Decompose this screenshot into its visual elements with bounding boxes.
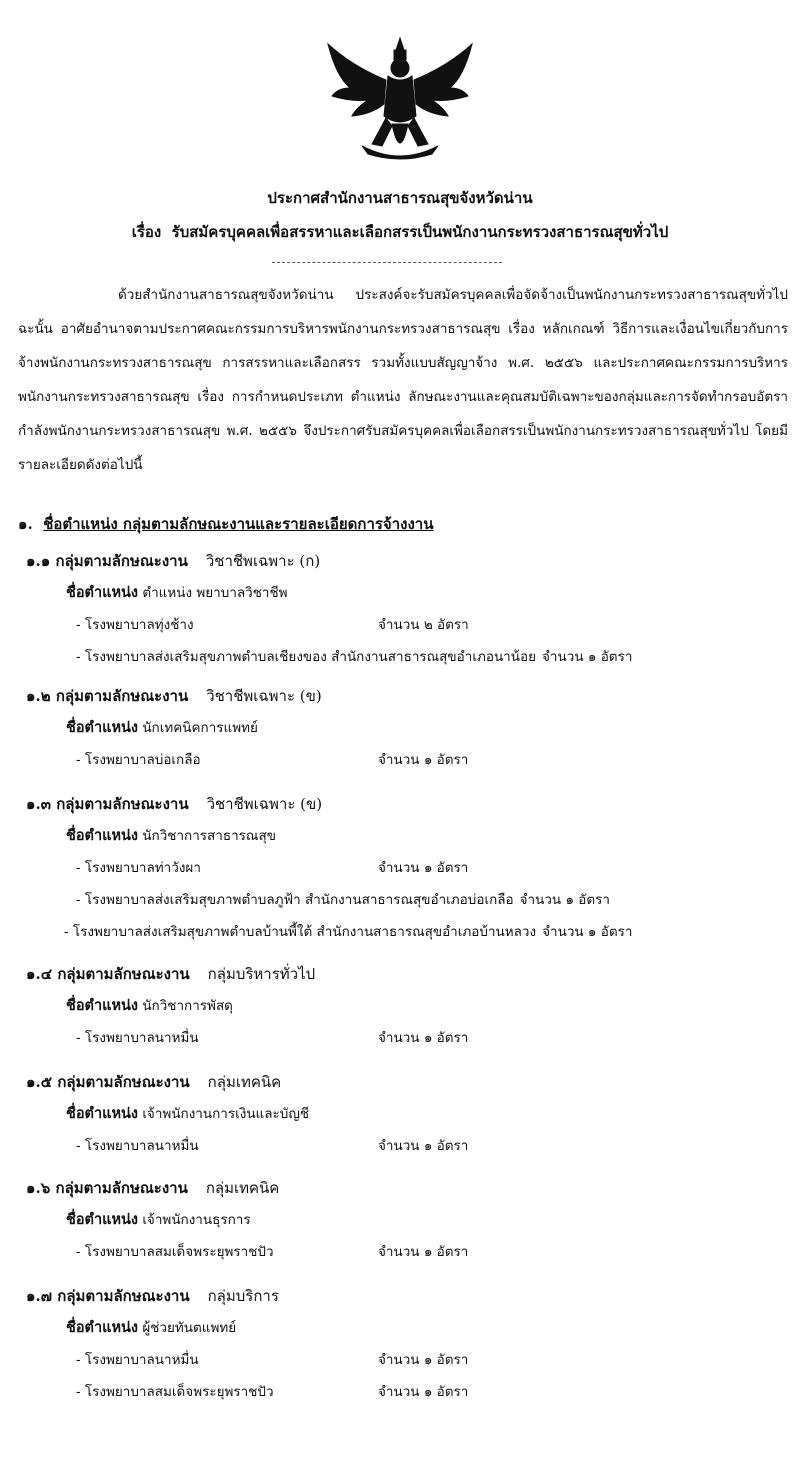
job-group-1-1 [26,545,796,673]
group-kind: กลุ่มบริการ [207,1287,279,1305]
list-item [26,1236,796,1268]
section-title: ชื่อตำแหน่ง กลุ่มตามลักษณะงานและรายละเอียดการจ้างงาน [43,515,434,533]
group-heading [26,1066,796,1098]
quota: จำนวน ๑ อัตรา [519,892,611,908]
position-label: ชื่อตำแหน่ง [66,584,139,601]
list-item [26,1130,796,1162]
quota: จำนวน ๑ อัตรา [378,752,469,768]
position-name: ผู้ช่วยทันตแพทย์ [142,1320,237,1336]
quota: จำนวน ๑ อัตรา [378,1030,469,1046]
group-kind: กลุ่มเทคนิค [205,1179,280,1197]
announcement-title: ประกาศสำนักงานสาธารณสุขจังหวัดน่าน [267,189,533,207]
quota: จำนวน ๑ อัตรา [378,1138,469,1154]
position-label: ชื่อตำแหน่ง [66,1319,139,1336]
position-line [26,820,796,852]
position-line [26,1312,796,1344]
hospital-name: - โรงพยาบาลบ่อเกลือ [76,752,201,768]
list-item [26,852,796,884]
group-kind: วิชาชีพเฉพาะ (ข) [206,795,323,813]
position-name: ตำแหน่ง พยาบาลวิชาชีพ [142,585,288,601]
group-heading-label: ๑.๑ กลุ่มตามลักษณะงาน [26,552,188,570]
list-item [26,641,796,673]
intro-text: ด้วยสำนักงานสาธารณสุขจังหวัดน่าน ประสงค์จะรับสมัครบุคคลเพื่อจัดจ้างเป็นพนักงานกระทรวงสาธารณสุขทั่วไป ฉะนั้น อาศัยอำนาจตามประกาศคณะกรรมการบริหารพนักงานกระทรวงสาธารณสุข เรื่อง หลักเกณฑ์ วิธีการและเงื่อนไขเกี่ยวกับการจ้างพนักงานกระทรวงสาธารณสุข การสรรหาและเลือกสรร รวมทั้งแบบสัญญาจ้าง พ.ศ. ๒๕๕๖ และประกาศคณะกรรมการบริหารพนักงานกระทรวงสาธารณสุข เรื่อง การกำหนดประเภท ตำแหน่ง ลักษณะงานและคุณสมบัติเฉพาะของกลุ่มและการจัดทำกรอบอัตรากำลังพนักงานกระทรวงสาธารณสุข พ.ศ. ๒๕๕๖ จึงประกาศรับสมัครบุคคลเพื่อเลือกสรรเป็นพนักงานกระทรวงสาธารณสุขทั่วไป โดยมีรายละเอียดดังต่อไปนี้ [18,287,788,473]
list-item [26,609,796,641]
position-name: นักเทคนิคการแพทย์ [142,720,258,736]
hospital-name: - โรงพยาบาลส่งเสริมสุขภาพตำบลเชียงของ สำนักงานสาธารณสุขอำเภอนาน้อย [76,649,537,665]
section-heading [18,512,433,536]
quota: จำนวน ๑ อัตรา [378,1384,469,1400]
group-heading-label: ๑.๔ กลุ่มตามลักษณะงาน [26,965,190,983]
position-name: เจ้าพนักงานธุรการ [142,1212,251,1228]
subject-text: รับสมัครบุคคลเพื่อสรรหาและเลือกสรรเป็นพนักงานกระทรวงสาธารณสุขทั่วไป [171,223,669,241]
quota: จำนวน ๑ อัตรา [542,649,633,665]
quota: จำนวน ๑ อัตรา [378,1244,469,1260]
section-number: ๑. [18,515,33,533]
position-line [26,712,796,744]
job-group-1-2 [26,680,796,776]
group-heading [26,1280,796,1312]
position-line [26,1098,796,1130]
job-group-1-3 [26,788,796,948]
intro-paragraph [18,278,788,482]
hospital-name: - โรงพยาบาลส่งเสริมสุขภาพตำบลภูฟ้า สำนักงานสาธารณสุขอำเภอบ่อเกลือ [76,892,514,908]
group-heading [26,680,796,712]
hospital-name: - โรงพยาบาลนาหมื่น [76,1030,199,1046]
announcement-subject [0,220,800,244]
position-label: ชื่อตำแหน่ง [66,719,139,736]
job-group-1-6 [26,1172,796,1268]
group-heading [26,1172,796,1204]
hospital-name: - โรงพยาบาลนาหมื่น [76,1352,199,1368]
quota: จำนวน ๑ อัตรา [542,924,633,940]
hospital-name: - โรงพยาบาลส่งเสริมสุขภาพตำบลบ้านพี้ใต้ สำนักงานสาธารณสุขอำเภอบ้านหลวง [64,924,537,940]
garuda-emblem-icon [322,36,478,166]
position-name: นักวิชาการพัสดุ [142,998,233,1014]
subject-label: เรื่อง [131,223,162,241]
hospital-name: - โรงพยาบาลสมเด็จพระยุพราชปัว [76,1384,274,1400]
list-item [26,744,796,776]
list-item [26,916,796,948]
group-heading-label: ๑.๗ กลุ่มตามลักษณะงาน [26,1287,190,1305]
group-heading-label: ๑.๓ กลุ่มตามลักษณะงาน [26,795,189,813]
group-heading [26,958,796,990]
hospital-name: - โรงพยาบาลสมเด็จพระยุพราชปัว [76,1244,274,1260]
position-line [26,1204,796,1236]
job-group-1-4 [26,958,796,1054]
quota: จำนวน ๑ อัตรา [378,1352,469,1368]
group-heading-label: ๑.๕ กลุ่มตามลักษณะงาน [26,1073,190,1091]
position-label: ชื่อตำแหน่ง [66,1105,139,1122]
group-kind: กลุ่มเทคนิค [207,1073,282,1091]
position-name: เจ้าพนักงานการเงินและบัญชี [142,1106,310,1122]
list-item [26,1344,796,1376]
group-heading [26,788,796,820]
hospital-name: - โรงพยาบาลทุ่งช้าง [76,617,194,633]
quota: จำนวน ๒ อัตรา [378,617,469,633]
position-line [26,577,796,609]
list-item [26,1376,796,1408]
position-label: ชื่อตำแหน่ง [66,827,139,844]
hospital-name: - โรงพยาบาลนาหมื่น [76,1138,199,1154]
list-item [26,1022,796,1054]
job-group-1-5 [26,1066,796,1162]
quota: จำนวน ๑ อัตรา [378,860,469,876]
group-heading-label: ๑.๖ กลุ่มตามลักษณะงาน [26,1179,188,1197]
title-separator [272,262,502,263]
position-name: นักวิชาการสาธารณสุข [142,828,276,844]
list-item [26,884,796,916]
hospital-name: - โรงพยาบาลท่าวังผา [76,860,201,876]
position-label: ชื่อตำแหน่ง [66,997,139,1014]
group-heading-label: ๑.๒ กลุ่มตามลักษณะงาน [26,687,189,705]
group-kind: วิชาชีพเฉพาะ (ก) [205,552,321,570]
position-label: ชื่อตำแหน่ง [66,1211,139,1228]
group-heading [26,545,796,577]
job-group-1-7 [26,1280,796,1408]
group-kind: กลุ่มบริหารทั่วไป [207,965,316,983]
position-line [26,990,796,1022]
group-kind: วิชาชีพเฉพาะ (ข) [206,687,322,705]
